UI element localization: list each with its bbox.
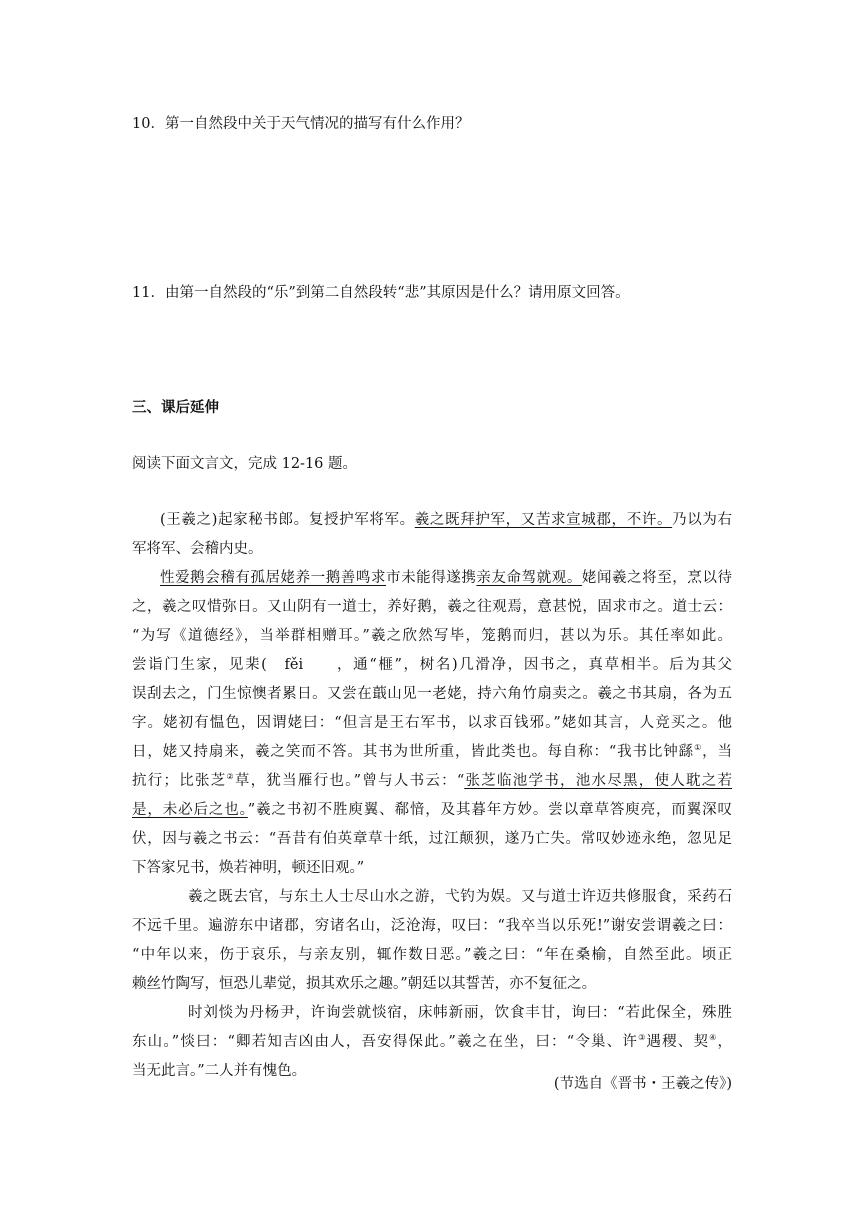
footnote-marker: ④ [709, 1033, 718, 1043]
passage-line: “中年以来，伤于哀乐，与亲友别，辄作数日恶。”羲之曰：“年在桑榆，自然至此。顷正 [132, 947, 732, 963]
footnote-marker: ③ [638, 1033, 647, 1043]
underlined-sentence: 是，未必后之也。 [132, 802, 248, 818]
passage-line: 当无此言。”二人并有愧色。 [132, 1063, 307, 1079]
underlined-sentence: 亲友命驾就观。 [476, 570, 582, 586]
passage-line: 抗行；比张芝②草，犹当雁行也。”曾与人书云：“张芝临池学书，池水尽黑，使人耽之若 [132, 772, 732, 789]
question-10: 10．第一自然段中关于天气情况的描写有什么作用？ [132, 116, 470, 132]
passage-line: (王羲之)起家秘书郎。复授护军将军。羲之既拜护军，又苦求宣城郡，不许。乃以为右 [160, 512, 732, 528]
passage-line: 东山。”惔曰：“卿若知吉凶由人，吾安得保此。”羲之在坐，曰：“令巢、许③遇稷、契④， [132, 1033, 732, 1050]
passage-paragraph-3 [132, 883, 732, 999]
passage-paragraph-2 [132, 564, 732, 883]
passage-line: 不远千里。遍游东中诸郡，穷诸名山，泛沧海，叹曰：“我卒当以乐死!”谢安尝谓羲之曰： [132, 918, 732, 934]
underlined-sentence: 张芝临池学书，池水尽黑，使人耽之若 [464, 773, 732, 789]
passage-paragraph-4 [132, 999, 732, 1086]
passage-line: 下答家兄书，焕若神明，顿还旧观。” [132, 860, 365, 876]
passage-line: 赖丝竹陶写，恒恐儿辈觉，损其欢乐之趣。”朝廷以其誓苦，亦不复征之。 [132, 976, 597, 992]
underlined-sentence: 羲之既拜护军，又苦求宣城郡，不许。 [414, 512, 673, 528]
passage-line: “为写《道德经》，当举群相赠耳。”羲之欣然写毕，笼鹅而归，甚以为乐。其任率如此。 [132, 628, 732, 644]
passage-line: 羲之既去官，与东土人士尽山水之游，弋钓为娱。又与道士许迈共修服食，采药石 [188, 889, 732, 905]
underlined-sentence: 性爱鹅会稽有孤居姥养一鹅善鸣求 [160, 570, 387, 586]
passage-line: 日，姥又持扇来，羲之笑而不答。其书为世所重，皆此类也。每自称：“我书比钟繇①，当 [132, 743, 732, 760]
passage-line: 性爱鹅会稽有孤居姥养一鹅善鸣求市未能得遂携亲友命驾就观。姥闻羲之将至，烹以待 [160, 570, 732, 586]
passage-line: 军将军、会稽内史。 [132, 541, 263, 557]
passage-line: 是，未必后之也。”羲之书初不胜庾翼、郗愔，及其暮年方妙。尝以章草答庾亮，而翼深叹 [132, 802, 732, 818]
passage-line: 之，羲之叹惜弥日。又山阴有一道士，养好鹅，羲之往观焉，意甚悦，固求市之。道士云： [132, 599, 732, 615]
footnote-marker: ① [694, 743, 703, 753]
passage-paragraph-1 [132, 506, 732, 564]
passage-line: 尝诣门生家，见棐( fěi ，通“榧”，树名)几滑净，因书之，真草相半。后为其父 [132, 657, 732, 673]
source-citation: (节选自《晋书・王羲之传》) [553, 1076, 732, 1092]
footnote-marker: ② [226, 772, 235, 782]
passage-line: 字。姥初有愠色，因谓姥曰：“但言是王右军书，以求百钱邪。”姥如其言，人竞买之。他 [132, 715, 732, 731]
passage-line: 误刮去之，门生惊懊者累日。又尝在蕺山见一老姥，持六角竹扇卖之。羲之书其扇，各为五 [132, 686, 732, 702]
section-heading: 三、课后延伸 [132, 400, 219, 416]
reading-instruction: 阅读下面文言文，完成 12-16 题。 [132, 456, 358, 472]
question-11: 11．由第一自然段的“乐”到第二自然段转“悲”其原因是什么？请用原文回答。 [132, 285, 630, 301]
passage-line: 时刘惔为丹杨尹，许询尝就惔宿，床帏新丽，饮食丰甘，询曰：“若此保全，殊胜 [188, 1005, 732, 1021]
passage-line: 伏，因与羲之书云：“吾昔有伯英章草十纸，过江颠狈，遂乃亡失。常叹妙迹永绝，忽见足 [132, 831, 732, 847]
